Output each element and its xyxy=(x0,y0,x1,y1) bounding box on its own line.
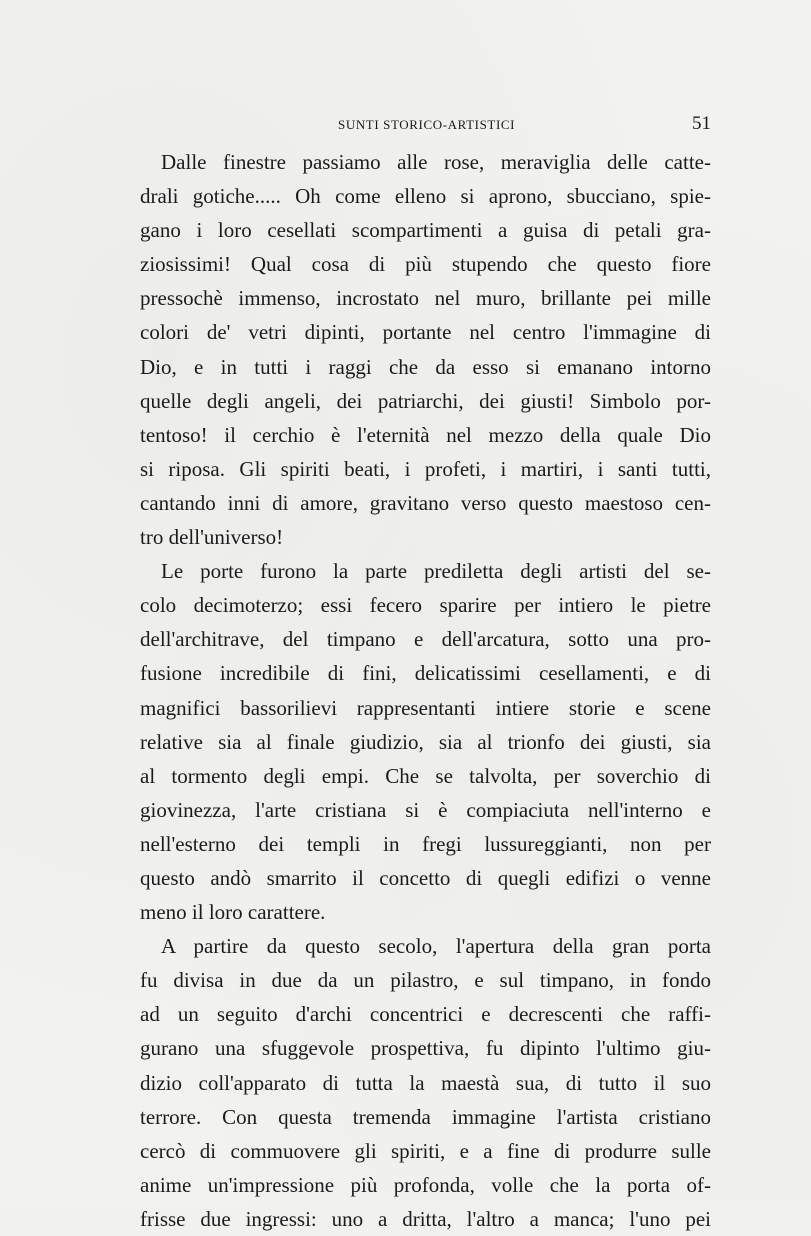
text-line: si riposa. Gli spiriti beati, i profeti, i martiri, i santi tutti, xyxy=(140,456,711,481)
text-line: terrore. Con questa tremenda immagine l'artista cristiano xyxy=(140,1104,711,1129)
page-number: 51 xyxy=(692,113,711,134)
text-line: frisse due ingressi: uno a dritta, l'altro a manca; l'uno pei xyxy=(140,1206,711,1231)
text-line: Dio, e in tutti i raggi che da esso si emanano intorno xyxy=(140,354,711,379)
text-line: nell'esterno dei templi in fregi lussureggianti, non per xyxy=(140,831,711,856)
text-line: relative sia al finale giudizio, sia al trionfo dei giusti, sia xyxy=(140,729,711,754)
text-line: ad un seguito d'archi concentrici e decrescenti che raffi- xyxy=(140,1002,711,1027)
page-header xyxy=(140,113,711,137)
text-line: quelle degli angeli, dei patriarchi, dei giusti! Simbolo por- xyxy=(140,388,711,413)
text-line: ziosissimi! Qual cosa di più stupendo che questo fiore xyxy=(140,252,711,277)
running-title: SUNTI STORICO-ARTISTICI xyxy=(338,117,516,132)
text-line: fusione incredibile di fini, delicatissimi cesellamenti, e di xyxy=(140,661,711,686)
text-line: meno il loro carattere. xyxy=(140,900,326,925)
text-line: drali gotiche..... Oh come elleno si aprono, sbucciano, spie- xyxy=(140,184,711,209)
text-line: fu divisa in due da un pilastro, e sul timpano, in fondo xyxy=(140,968,711,993)
text-line: A partire da questo secolo, l'apertura della gran porta xyxy=(161,934,711,959)
text-line: al tormento degli empi. Che se talvolta, per soverchio di xyxy=(140,763,711,788)
text-line: questo andò smarrito il concetto di quegli edifizi o venne xyxy=(140,865,711,890)
body-text xyxy=(140,145,711,1236)
text-line: magnifici bassorilievi rappresentanti intiere storie e scene xyxy=(140,695,711,720)
text-line: tentoso! il cerchio è l'eternità nel mezzo della quale Dio xyxy=(140,422,711,447)
text-line: gano i loro cesellati scompartimenti a guisa di petali gra- xyxy=(140,218,711,243)
text-line: tro dell'universo! xyxy=(140,525,284,550)
text-line: Dalle finestre passiamo alle rose, meraviglia delle catte- xyxy=(161,150,711,174)
text-line: cercò di commuovere gli spiriti, e a fine di produrre sulle xyxy=(140,1138,711,1163)
text-line: dell'architrave, del timpano e dell'arcatura, sotto una pro- xyxy=(140,627,711,652)
text-line: pressochè immenso, incrostato nel muro, brillante pei mille xyxy=(140,286,711,311)
text-line: gurano una sfuggevole prospettiva, fu dipinto l'ultimo giu- xyxy=(140,1036,711,1061)
text-line: colo decimoterzo; essi fecero sparire per intiero le pietre xyxy=(140,593,711,618)
text-line: giovinezza, l'arte cristiana si è compiaciuta nell'interno e xyxy=(140,797,711,822)
text-line: Le porte furono la parte prediletta degli artisti del se- xyxy=(161,559,711,584)
text-line: cantando inni di amore, gravitano verso questo maestoso cen- xyxy=(140,490,711,515)
text-line: anime un'impressione più profonda, volle che la porta of- xyxy=(140,1172,711,1197)
text-line: dizio coll'apparato di tutta la maestà sua, di tutto il suo xyxy=(140,1070,711,1095)
text-line: colori de' vetri dipinti, portante nel centro l'immagine di xyxy=(140,320,711,345)
